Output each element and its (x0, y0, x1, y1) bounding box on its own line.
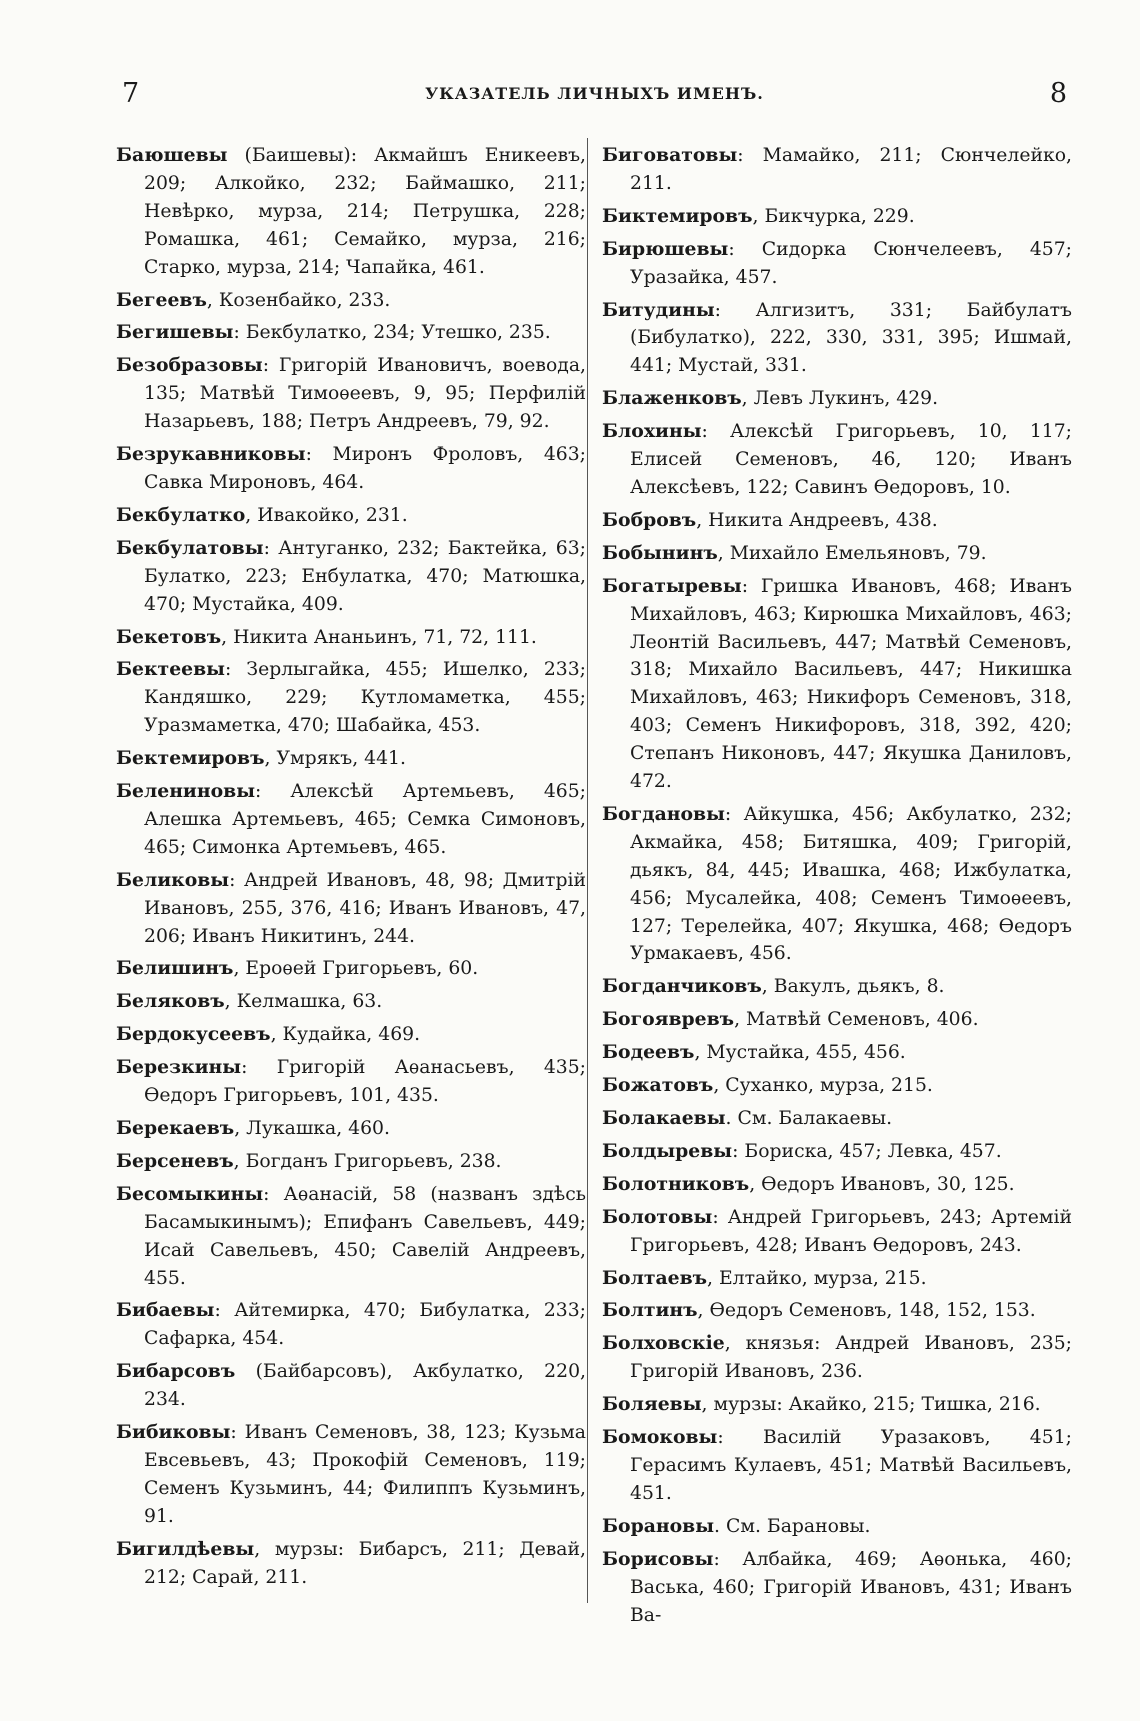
entry-text: , Ѳедоръ Ивановъ, 30, 125. (749, 1173, 1015, 1195)
index-entry (116, 142, 586, 282)
entry-surname: Бектеевы (116, 658, 225, 681)
entry-text: : Алгизитъ, 331; Байбулатъ (Бибулатко), 222, 330, 331, 395; Ишмай, 441; Мустай, 331. (630, 299, 1072, 377)
entry-text: . См. Барановы. (714, 1515, 871, 1537)
entry-surname: Бибаевы (116, 1299, 215, 1322)
entry-surname: Бесомыкины (116, 1182, 264, 1205)
entry-surname: Бодеевъ (602, 1041, 695, 1064)
entry-text: , Бикчурка, 229. (752, 205, 915, 227)
index-entry (602, 573, 1072, 796)
entry-surname: Бекбулатовы (116, 536, 264, 559)
index-entry (116, 624, 586, 652)
entry-text: : Андрей Григорьевъ, 243; Артемій Григорьевъ, 428; Иванъ Ѳедоровъ, 243. (630, 1206, 1072, 1256)
entry-text: , Богданъ Григорьевъ, 238. (233, 1150, 502, 1172)
index-entry (602, 1391, 1072, 1419)
entry-surname: Блохины (602, 420, 702, 443)
entry-text: , Матвѣй Семеновъ, 406. (734, 1009, 979, 1031)
entry-surname: Болотовы (602, 1205, 713, 1228)
entry-surname: Бигилдѣевы (116, 1537, 255, 1560)
entry-surname: Бегишевы (116, 321, 234, 344)
entry-surname: Бектемировъ (116, 747, 265, 770)
entry-surname: Баюшевы (116, 144, 228, 166)
entry-surname: Беликовы (116, 868, 230, 891)
column-divider (587, 138, 588, 1603)
entry-text: . См. Балакаевы. (725, 1108, 893, 1129)
page-number-right: 8 (1049, 78, 1067, 109)
entry-text: , Козенбайко, 233. (206, 289, 391, 311)
entry-text: (Байбарсовъ), Акбулатко, 220, 234. (144, 1361, 586, 1411)
index-entry (116, 656, 586, 740)
entry-text: : Миронъ Фроловъ, 463; Савка Мироновъ, 464. (144, 444, 586, 493)
entry-surname: Биговатовы (602, 144, 738, 166)
right-column (602, 142, 1072, 1634)
index-entry (116, 1536, 586, 1592)
index-entry (116, 319, 586, 347)
entry-text: , Никита Ананьинъ, 71, 72, 111. (221, 626, 537, 648)
index-entry (116, 778, 586, 862)
index-entry (116, 1419, 586, 1531)
entry-surname: Блаженковъ (602, 387, 742, 410)
running-title: УКАЗАТЕЛЬ ЛИЧНЫХЪ ИМЕНЪ. (425, 84, 764, 103)
entry-surname: Бомоковы (602, 1426, 718, 1449)
index-entry (602, 1546, 1072, 1630)
entry-text: : Григорій Ивановичъ, воевода, 135; Матвѣй Тимоѳеевъ, 9, 95; Перфилій Назарьевъ, 188; Петръ Андреевъ, 79, 92. (144, 355, 586, 433)
entry-surname: Белениновы (116, 780, 256, 803)
entry-text: (Баишевы): Акмайшъ Еникеевъ, 209; Алкойко, 232; Баймашко, 211; Невѣрко, мурза, 214; Петрушка, 228; Ромашка, 461; Семайко, мурза, 216; Старко, мурза, 214; Чапайка, 461. (144, 145, 586, 278)
entry-text: , Суханко, мурза, 215. (713, 1075, 933, 1097)
entry-text: : Айкушка, 456; Акбулатко, 232; Акмайка, 458; Битяшка, 409; Григорій, дьякъ, 84, 445; Ивашка, 468; Ижбулатка, 456; Мусалейка, 408; Семенъ Тимоѳеевъ, 127; Терелейка, 407; Якушка, 468; Ѳедоръ Урмакаевъ, 456. (630, 803, 1072, 965)
entry-text: : Василій Уразаковъ, 451; Герасимъ Кулаевъ, 451; Матвѣй Васильевъ, 451. (630, 1427, 1072, 1504)
entry-surname: Бекбулатко (116, 503, 246, 526)
entry-surname: Берекаевъ (116, 1117, 235, 1139)
entry-text: , Левъ Лукинъ, 429. (741, 388, 939, 410)
index-entry (116, 988, 586, 1016)
entry-text: , Ѳедоръ Семеновъ, 148, 152, 153. (697, 1300, 1036, 1322)
entry-surname: Болотниковъ (602, 1172, 750, 1195)
index-entry (602, 142, 1072, 198)
index-entry (602, 507, 1072, 535)
index-entry (602, 236, 1072, 292)
entry-text: : Алексѣй Артемьевъ, 465; Алешка Артемьевъ, 465; Семка Симоновъ, 465; Симонка Артемьевъ, 465. (144, 781, 586, 858)
entry-text: , мурзы: Акайко, 215; Тишка, 216. (701, 1394, 1041, 1416)
entry-text: , Ероѳей Григорьевъ, 60. (233, 958, 479, 980)
entry-text: , мурзы: Бибарсъ, 211; Девай, 212; Сарай, 211. (144, 1538, 586, 1588)
entry-surname: Болакаевы (602, 1107, 726, 1129)
entry-surname: Белишинъ (116, 957, 234, 980)
entry-surname: Бобровъ (602, 508, 697, 531)
page-number-left: 7 (122, 78, 140, 109)
entry-surname: Берсеневъ (116, 1149, 234, 1172)
index-entry (602, 385, 1072, 413)
entry-text: : Аѳанасій, 58 (названъ здѣсь Басамыкинымъ); Епифанъ Савельевъ, 449; Исай Савельевъ, 450; Савелій Андреевъ, 455. (144, 1183, 586, 1289)
entry-text: : Григорій Аѳанасьевъ, 435; Ѳедоръ Григорьевъ, 101, 435. (144, 1057, 586, 1107)
index-entry (602, 1039, 1072, 1067)
index-entry (602, 1297, 1072, 1325)
entry-surname: Бобынинъ (602, 541, 718, 564)
entry-surname: Березкины (116, 1056, 242, 1079)
entry-text: , Кудайка, 469. (270, 1024, 421, 1046)
index-entry (602, 1006, 1072, 1034)
entry-surname: Болтинъ (602, 1299, 698, 1322)
entry-text: , князья: Андрей Ивановъ, 235; Григорій Ивановъ, 236. (630, 1333, 1072, 1383)
entry-surname: Бекетовъ (116, 625, 222, 648)
entry-text: , Михайло Емельяновъ, 79. (717, 542, 987, 564)
entry-text: : Мамайко, 211; Сюнчелейко, 211. (630, 145, 1072, 194)
index-entry (602, 801, 1072, 968)
index-entry (602, 418, 1072, 502)
entry-surname: Божатовъ (602, 1074, 714, 1097)
index-entry (116, 1181, 586, 1293)
entry-surname: Болтаевъ (602, 1266, 708, 1289)
entry-text: : Сидорка Сюнчелеевъ, 457; Уразайка, 457. (630, 238, 1072, 288)
entry-surname: Богдановы (602, 802, 725, 825)
index-entry (116, 535, 586, 619)
entry-text: , Ивакойко, 231. (245, 504, 408, 526)
index-entry (116, 1054, 586, 1110)
index-entry (116, 745, 586, 773)
entry-text: : Бориска, 457; Левка, 457. (732, 1140, 1002, 1162)
entry-text: : Иванъ Семеновъ, 38, 123; Кузьма Евсевьевъ, 43; Прокофій Семеновъ, 119; Семенъ Кузьминъ, 44; Филиппъ Кузьминъ, 91. (144, 1422, 586, 1527)
index-entry (602, 1513, 1072, 1541)
index-entry (602, 1330, 1072, 1386)
index-entry (602, 1105, 1072, 1133)
entry-text: , Никита Андреевъ, 438. (696, 509, 938, 531)
index-entry (116, 1297, 586, 1353)
index-entry (602, 973, 1072, 1001)
entry-surname: Бердокусеевъ (116, 1023, 271, 1046)
entry-text: : Гришка Ивановъ, 468; Иванъ Михайловъ, 463; Кирюшка Михайловъ, 463; Леонтій Васильевъ, 447; Матвѣй Семеновъ, 318; Михайло Васильевъ, 447; Никишка Михайловъ, 463; Никифоръ Семеновъ, 318, 403; Семенъ Никифоровъ, 318, 392, 420; Степанъ Никоновъ, 447; Якушка Даниловъ, 472. (630, 575, 1072, 793)
entry-text: , Лукашка, 460. (234, 1118, 390, 1139)
entry-surname: Бибиковы (116, 1421, 231, 1444)
entry-surname: Бирюшевы (602, 237, 729, 260)
index-entry (116, 867, 586, 951)
index-entry (116, 352, 586, 436)
index-entry (602, 1204, 1072, 1260)
entry-surname: Битудины (602, 298, 715, 321)
index-entry (602, 297, 1072, 381)
entry-text: , Елтайко, мурза, 215. (707, 1267, 927, 1289)
entry-surname: Богатыревы (602, 574, 742, 597)
entry-surname: Биктемировъ (602, 204, 753, 227)
index-entry (116, 1148, 586, 1176)
index-entry (602, 1171, 1072, 1199)
index-entry (116, 1115, 586, 1143)
index-entry (116, 502, 586, 530)
index-entry (116, 441, 586, 497)
entry-text: : Бекбулатко, 234; Утешко, 235. (233, 322, 551, 344)
left-column (116, 142, 586, 1597)
entry-surname: Бегеевъ (116, 288, 207, 311)
entry-text: : Албайка, 469; Аѳонька, 460; Васька, 460; Григорій Ивановъ, 431; Иванъ Ва- (630, 1548, 1072, 1626)
index-entry (602, 1424, 1072, 1508)
index-entry (602, 1138, 1072, 1166)
entry-surname: Борановы (602, 1514, 715, 1537)
entry-text: , Мустайка, 455, 456. (694, 1042, 906, 1064)
index-entry (602, 1265, 1072, 1293)
entry-surname: Болховскіе (602, 1332, 725, 1355)
entry-text: : Зерлыгайка, 455; Ишелко, 233; Кандяшко, 229; Кутломаметка, 455; Уразмаметка, 470; Шабайка, 453. (144, 659, 586, 737)
entry-surname: Безрукавниковы (116, 443, 306, 466)
entry-text: : Андрей Ивановъ, 48, 98; Дмитрій Ивановъ, 255, 376, 416; Иванъ Ивановъ, 47, 206; Иванъ Никитинъ, 244. (144, 869, 586, 947)
entry-surname: Беляковъ (116, 990, 225, 1013)
index-entry (116, 1021, 586, 1049)
entry-surname: Богоявревъ (602, 1008, 735, 1031)
index-entry (602, 203, 1072, 231)
entry-surname: Борисовы (602, 1547, 714, 1570)
index-entry (602, 540, 1072, 568)
entry-text: : Алексѣй Григорьевъ, 10, 117; Елисей Семеновъ, 46, 120; Иванъ Алексѣевъ, 122; Савинъ Ѳедоровъ, 10. (630, 421, 1072, 498)
entry-text: : Антуганко, 232; Бактейка, 63; Булатко, 223; Енбулатка, 470; Матюшка, 470; Мустайка, 409. (144, 537, 586, 615)
entry-surname: Бибарсовъ (116, 1360, 236, 1383)
entry-text: : Айтемирка, 470; Бибулатка, 233; Сафарка, 454. (144, 1300, 586, 1350)
page-header (122, 78, 1067, 108)
index-entry (116, 287, 586, 315)
entry-text: , Вакулъ, дьякъ, 8. (761, 976, 945, 998)
entry-surname: Болдыревы (602, 1139, 733, 1162)
entry-text: , Умрякъ, 441. (264, 748, 406, 770)
entry-surname: Боляевы (602, 1393, 702, 1416)
index-entry (602, 1072, 1072, 1100)
entry-text: , Келмашка, 63. (224, 991, 383, 1013)
index-entry (116, 955, 586, 983)
entry-surname: Безобразовы (116, 354, 263, 377)
index-entry (116, 1358, 586, 1414)
entry-surname: Богданчиковъ (602, 975, 762, 998)
